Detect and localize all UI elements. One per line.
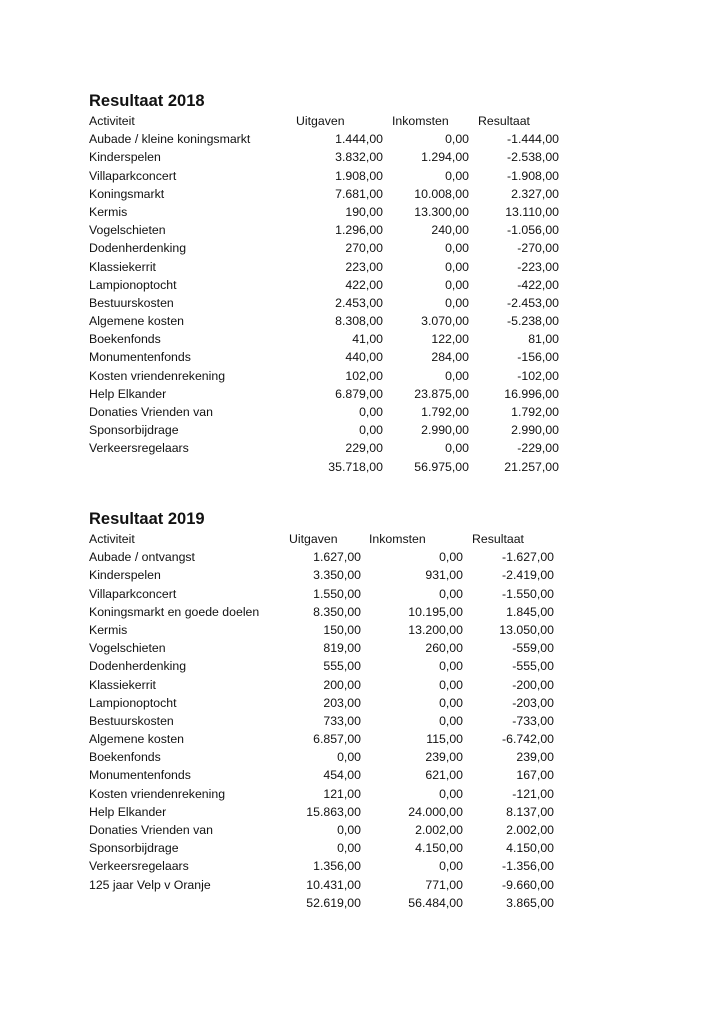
total-income: 56.484,00 bbox=[408, 895, 463, 910]
activity-cell: Monumentenfonds bbox=[89, 350, 191, 365]
expenses-cell: 102,00 bbox=[345, 368, 383, 383]
income-cell: 0,00 bbox=[439, 586, 463, 601]
activity-cell: Kosten vriendenrekening bbox=[89, 368, 226, 383]
activity-cell: Vogelschieten bbox=[89, 641, 166, 656]
expenses-cell: 121,00 bbox=[323, 786, 361, 801]
expenses-cell: 1.550,00 bbox=[313, 586, 361, 601]
expenses-cell: 1.908,00 bbox=[335, 168, 383, 183]
result-cell: 16.996,00 bbox=[504, 386, 559, 401]
result-cell: -102,00 bbox=[517, 368, 559, 383]
income-cell: 931,00 bbox=[425, 568, 463, 583]
income-cell: 0,00 bbox=[445, 277, 469, 292]
activity-cell: Koningsmarkt en goede doelen bbox=[89, 604, 260, 619]
table-row bbox=[89, 821, 554, 839]
expenses-cell: 0,00 bbox=[337, 841, 361, 856]
activity-cell: Klassiekerrit bbox=[89, 677, 156, 692]
expenses-cell: 190,00 bbox=[345, 204, 383, 219]
result-cell: 1.792,00 bbox=[511, 405, 559, 419]
activity-cell: Help Elkander bbox=[89, 386, 167, 401]
result-cell: -555,00 bbox=[512, 659, 554, 674]
income-cell: 239,00 bbox=[425, 750, 463, 765]
header-income: Inkomsten bbox=[392, 114, 449, 128]
table-row bbox=[89, 839, 554, 857]
result-cell: -1.908,00 bbox=[507, 168, 559, 183]
activity-cell: Algemene kosten bbox=[89, 314, 185, 329]
expenses-cell: 555,00 bbox=[323, 659, 361, 674]
result-cell: -223,00 bbox=[517, 259, 559, 274]
activity-cell: Dodenherdenking bbox=[89, 659, 187, 674]
income-cell: 4.150,00 bbox=[415, 841, 463, 856]
total-income: 56.975,00 bbox=[414, 459, 469, 474]
activity-cell: Boekenfonds bbox=[89, 332, 161, 347]
result-cell: -6.742,00 bbox=[502, 732, 554, 747]
table-row bbox=[89, 258, 559, 276]
table-header bbox=[89, 530, 524, 548]
result-cell: -1.627,00 bbox=[502, 550, 554, 565]
result-cell: -200,00 bbox=[512, 677, 554, 692]
income-cell: 0,00 bbox=[445, 259, 469, 274]
table-row bbox=[89, 330, 559, 348]
table-row bbox=[89, 803, 554, 821]
activity-cell: Dodenherdenking bbox=[89, 241, 187, 256]
income-cell: 2.990,00 bbox=[421, 423, 469, 438]
result-cell: -733,00 bbox=[512, 713, 554, 728]
table-row bbox=[89, 730, 554, 748]
activity-cell: 125 jaar Velp v Oranje bbox=[89, 877, 211, 892]
activity-cell: Kosten vriendenrekening bbox=[89, 786, 226, 801]
income-cell: 771,00 bbox=[425, 877, 463, 892]
income-cell: 122,00 bbox=[431, 332, 469, 347]
expenses-cell: 3.832,00 bbox=[335, 150, 383, 165]
income-cell: 0,00 bbox=[439, 550, 463, 565]
income-cell: 1.294,00 bbox=[421, 150, 469, 165]
activity-cell: Kermis bbox=[89, 204, 128, 219]
table-row bbox=[89, 130, 559, 148]
table-row bbox=[89, 548, 554, 566]
table-row bbox=[89, 676, 554, 694]
table-row bbox=[89, 766, 554, 784]
income-cell: 0,00 bbox=[439, 677, 463, 692]
result-cell: -1.550,00 bbox=[502, 586, 554, 601]
expenses-cell: 8.308,00 bbox=[335, 314, 383, 329]
expenses-cell: 8.350,00 bbox=[313, 604, 361, 619]
expenses-cell: 819,00 bbox=[323, 641, 361, 656]
income-cell: 0,00 bbox=[439, 659, 463, 674]
expenses-cell: 2.453,00 bbox=[335, 295, 383, 310]
expenses-cell: 3.350,00 bbox=[313, 568, 361, 583]
total-expenses: 52.619,00 bbox=[306, 895, 361, 910]
result-2018-section bbox=[89, 90, 559, 476]
header-expenses: Uitgaven bbox=[296, 114, 345, 128]
table-row bbox=[89, 239, 559, 257]
result-cell: -559,00 bbox=[512, 641, 554, 656]
income-cell: 0,00 bbox=[439, 713, 463, 728]
activity-cell: Boekenfonds bbox=[89, 750, 161, 765]
activity-cell: Aubade / ontvangst bbox=[89, 550, 195, 565]
result-cell: -270,00 bbox=[517, 241, 559, 256]
table-row bbox=[89, 167, 559, 185]
table-row bbox=[89, 312, 559, 330]
table-body bbox=[89, 130, 559, 457]
table-row bbox=[89, 694, 554, 712]
table-row bbox=[89, 221, 559, 239]
table-header bbox=[89, 112, 530, 130]
table-row bbox=[89, 385, 559, 403]
result-cell: 4.150,00 bbox=[506, 841, 554, 856]
result-cell: -5.238,00 bbox=[507, 314, 559, 329]
header-expenses: Uitgaven bbox=[289, 532, 338, 546]
income-cell: 240,00 bbox=[431, 223, 469, 238]
result-2019-section bbox=[89, 508, 554, 912]
income-cell: 0,00 bbox=[445, 368, 469, 383]
table-row bbox=[89, 748, 554, 766]
result-cell: 13.050,00 bbox=[499, 622, 554, 637]
table-row bbox=[89, 603, 554, 621]
header-activity: Activiteit bbox=[89, 114, 135, 128]
result-cell: -156,00 bbox=[517, 350, 559, 365]
result-cell: 13.110,00 bbox=[505, 204, 559, 219]
income-cell: 3.070,00 bbox=[421, 314, 469, 329]
result-cell: -9.660,00 bbox=[502, 877, 554, 892]
activity-cell: Lampionoptocht bbox=[89, 695, 177, 710]
expenses-cell: 203,00 bbox=[323, 695, 361, 710]
expenses-cell: 733,00 bbox=[323, 713, 361, 728]
table-row bbox=[89, 185, 559, 203]
result-cell: -1.444,00 bbox=[507, 132, 559, 147]
result-cell: -229,00 bbox=[517, 441, 559, 456]
table-row bbox=[89, 403, 559, 421]
table-row bbox=[89, 421, 559, 439]
activity-cell: Bestuurskosten bbox=[89, 295, 174, 310]
expenses-cell: 41,00 bbox=[352, 332, 383, 347]
expenses-cell: 7.681,00 bbox=[335, 186, 383, 201]
result-cell: 81,00 bbox=[528, 332, 559, 347]
expenses-cell: 6.879,00 bbox=[335, 386, 383, 401]
income-cell: 24.000,00 bbox=[408, 804, 463, 819]
expenses-cell: 1.356,00 bbox=[313, 859, 361, 874]
expenses-cell: 270,00 bbox=[345, 241, 383, 256]
total-expenses: 35.718,00 bbox=[328, 459, 383, 474]
result-cell: 2.327,00 bbox=[511, 186, 559, 201]
result-cell: -2.538,00 bbox=[507, 150, 559, 165]
result-cell: -203,00 bbox=[512, 695, 554, 710]
result-cell: 239,00 bbox=[516, 750, 554, 765]
expenses-cell: 15.863,00 bbox=[306, 804, 361, 819]
expenses-cell: 10.431,00 bbox=[306, 877, 361, 892]
total-result: 21.257,00 bbox=[504, 459, 559, 474]
activity-cell: Verkeersregelaars bbox=[89, 859, 189, 874]
activity-cell: Algemene kosten bbox=[89, 732, 185, 747]
table-row bbox=[89, 785, 554, 803]
table-row bbox=[89, 348, 559, 366]
expenses-cell: 1.296,00 bbox=[335, 223, 383, 238]
table-row bbox=[89, 203, 559, 221]
result-cell: 167,00 bbox=[516, 768, 554, 783]
income-cell: 0,00 bbox=[445, 168, 469, 183]
header-result: Resultaat bbox=[472, 532, 524, 546]
income-cell: 260,00 bbox=[425, 641, 463, 656]
table-row bbox=[89, 566, 554, 584]
expenses-cell: 0,00 bbox=[337, 823, 361, 837]
income-cell: 2.002,00 bbox=[415, 823, 463, 837]
activity-cell: Lampionoptocht bbox=[89, 277, 177, 292]
result-cell: -2.419,00 bbox=[502, 568, 554, 583]
activity-cell: Verkeersregelaars bbox=[89, 441, 189, 456]
totals-row bbox=[89, 458, 559, 476]
expenses-cell: 6.857,00 bbox=[313, 732, 361, 747]
table-row bbox=[89, 439, 559, 457]
expenses-cell: 150,00 bbox=[323, 622, 361, 637]
activity-cell: Koningsmarkt bbox=[89, 186, 165, 201]
result-cell: -2.453,00 bbox=[507, 295, 559, 310]
expenses-cell: 1.627,00 bbox=[313, 550, 361, 565]
result-cell: 2.990,00 bbox=[511, 423, 559, 438]
result-cell: -121,00 bbox=[512, 786, 554, 801]
expenses-cell: 223,00 bbox=[345, 259, 383, 274]
income-cell: 13.300,00 bbox=[414, 204, 469, 219]
table-row bbox=[89, 857, 554, 875]
income-cell: 13.200,00 bbox=[408, 622, 463, 637]
income-cell: 23.875,00 bbox=[414, 386, 469, 401]
table-row bbox=[89, 367, 559, 385]
total-result: 3.865,00 bbox=[506, 895, 554, 910]
result-cell: -1.356,00 bbox=[502, 859, 554, 874]
activity-cell: Villaparkconcert bbox=[89, 168, 177, 183]
result-cell: 8.137,00 bbox=[506, 804, 554, 819]
table-row bbox=[89, 276, 559, 294]
activity-cell: Kinderspelen bbox=[89, 150, 161, 165]
header-result: Resultaat bbox=[478, 114, 530, 128]
result-cell: 1.845,00 bbox=[506, 604, 554, 619]
result-cell: -422,00 bbox=[517, 277, 559, 292]
result-cell: 2.002,00 bbox=[506, 823, 554, 837]
income-cell: 0,00 bbox=[439, 859, 463, 874]
income-cell: 621,00 bbox=[425, 768, 463, 783]
income-cell: 115,00 bbox=[426, 732, 463, 747]
table-body bbox=[89, 548, 554, 894]
activity-cell: Sponsorbijdrage bbox=[89, 423, 179, 438]
table-row bbox=[89, 294, 559, 312]
activity-cell: Sponsorbijdrage bbox=[89, 841, 179, 856]
expenses-cell: 454,00 bbox=[323, 768, 361, 783]
table-row bbox=[89, 639, 554, 657]
income-cell: 1.792,00 bbox=[421, 405, 469, 419]
expenses-cell: 0,00 bbox=[359, 405, 383, 419]
expenses-cell: 0,00 bbox=[359, 423, 383, 438]
income-cell: 10.195,00 bbox=[408, 604, 463, 619]
activity-cell: Bestuurskosten bbox=[89, 713, 174, 728]
activity-cell: Klassiekerrit bbox=[89, 259, 156, 274]
income-cell: 10.008,00 bbox=[414, 186, 469, 201]
expenses-cell: 422,00 bbox=[345, 277, 383, 292]
totals-row bbox=[89, 894, 554, 912]
table-row bbox=[89, 876, 554, 894]
expenses-cell: 0,00 bbox=[337, 750, 361, 765]
income-cell: 0,00 bbox=[445, 295, 469, 310]
income-cell: 0,00 bbox=[439, 786, 463, 801]
expenses-cell: 440,00 bbox=[345, 350, 383, 365]
table-row bbox=[89, 148, 559, 166]
table-row bbox=[89, 585, 554, 603]
activity-cell: Aubade / kleine koningsmarkt bbox=[89, 132, 251, 147]
activity-cell: Donaties Vrienden van bbox=[89, 823, 213, 837]
income-cell: 0,00 bbox=[445, 132, 469, 147]
income-cell: 284,00 bbox=[431, 350, 469, 365]
expenses-cell: 229,00 bbox=[345, 441, 383, 456]
expenses-cell: 200,00 bbox=[323, 677, 361, 692]
expenses-cell: 1.444,00 bbox=[335, 132, 383, 147]
result-cell: -1.056,00 bbox=[507, 223, 559, 238]
table-row bbox=[89, 621, 554, 639]
section-title: Resultaat 2018 bbox=[89, 92, 205, 110]
income-cell: 0,00 bbox=[439, 695, 463, 710]
activity-cell: Help Elkander bbox=[89, 804, 167, 819]
activity-cell: Kermis bbox=[89, 622, 128, 637]
section-title: Resultaat 2019 bbox=[89, 510, 205, 528]
activity-cell: Donaties Vrienden van bbox=[89, 405, 213, 419]
header-income: Inkomsten bbox=[369, 532, 426, 546]
activity-cell: Kinderspelen bbox=[89, 568, 161, 583]
header-activity: Activiteit bbox=[89, 532, 135, 546]
income-cell: 0,00 bbox=[445, 241, 469, 256]
activity-cell: Vogelschieten bbox=[89, 223, 166, 238]
income-cell: 0,00 bbox=[445, 441, 469, 456]
table-row bbox=[89, 657, 554, 675]
activity-cell: Villaparkconcert bbox=[89, 586, 177, 601]
activity-cell: Monumentenfonds bbox=[89, 768, 191, 783]
table-row bbox=[89, 712, 554, 730]
